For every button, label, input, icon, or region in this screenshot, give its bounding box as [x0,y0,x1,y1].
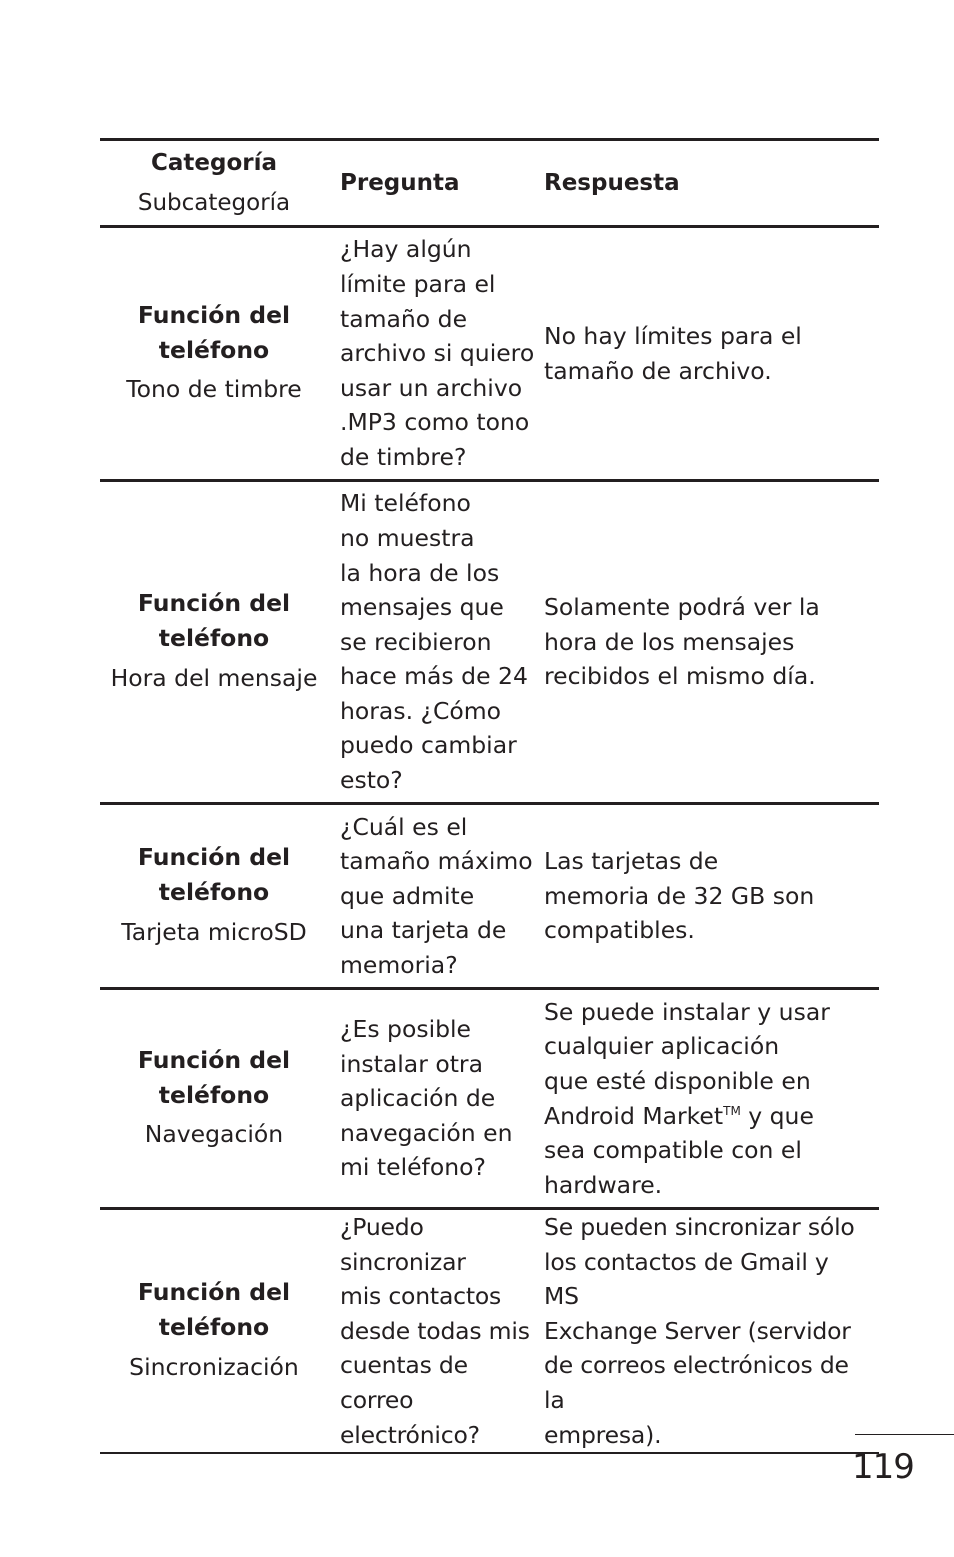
header-answer: Respuesta [544,140,879,227]
question-cell [328,227,544,481]
answer-text: Se pueden sincronizar sólo los contactos de Gmail y MS Exchange Server (servidor de correos electrónicos de la empresa). [544,1213,855,1449]
page-number-rule [855,1434,954,1435]
answer-text-part: Se puede instalar y usar cualquier aplicación que esté disponible en Android Market [544,997,830,1130]
faq-table [100,138,879,1454]
answer-cell [544,989,879,1209]
table-row [100,1209,879,1454]
category-label: Función del teléfono [137,1278,291,1342]
category-label: Función del teléfono [137,300,291,364]
question-text: ¿Hay algún límite para el tamaño de archivo si quiero usar un archivo .MP3 como tono de timbre? [340,235,535,471]
category-cell [100,227,328,481]
table-header-row [100,140,879,227]
answer-cell [544,1209,879,1454]
answer-cell [544,481,879,804]
category-cell [100,804,328,989]
answer-text-part: y que sea compatible con el hardware. [544,1101,814,1199]
answer-text: Solamente podrá ver la hora de los mensajes recibidos el mismo día. [544,593,820,691]
question-cell [328,804,544,989]
table-row [100,227,879,481]
answer-text [544,995,861,1203]
header-question: Pregunta [328,140,544,227]
table-row [100,481,879,804]
subcategory-label: Navegación [144,1120,284,1149]
question-text: ¿Cuál es el tamaño máximo que admite una tarjeta de memoria? [340,812,533,979]
trademark-mark: TM [723,1103,741,1118]
subcategory-label: Hora del mensaje [110,663,318,692]
answer-cell [544,227,879,481]
page-number: 119 [852,1447,914,1487]
answer-cell [544,804,879,989]
category-cell [100,1209,328,1454]
header-category-label: Categoría [150,150,277,176]
category-label: Función del teléfono [137,1045,291,1109]
question-text: ¿Puedo sincronizar mis contactos desde todas mis cuentas de correo electrónico? [340,1213,530,1449]
category-label: Función del teléfono [137,843,291,906]
question-text: Mi teléfono no muestra la hora de los mensajes que se recibieron hace más de 24 horas. ¿Cómo puedo cambiar esto? [340,489,528,795]
answer-text: No hay límites para el tamaño de archivo. [544,321,802,385]
header-category [100,140,328,227]
question-cell [328,1209,544,1454]
question-cell [328,989,544,1209]
table-row [100,804,879,989]
answer-text: Las tarjetas de memoria de 32 GB son compatibles. [544,847,815,945]
category-cell [100,989,328,1209]
category-cell [100,481,328,804]
table-row [100,989,879,1209]
question-cell [328,481,544,804]
category-label: Función del teléfono [137,589,291,652]
question-text: ¿Es posible instalar otra aplicación de navegación en mi teléfono? [340,1015,513,1182]
subcategory-label: Tono de timbre [126,375,302,404]
subcategory-label: Sincronización [129,1352,299,1381]
header-subcategory-label: Subcategoría [137,190,291,216]
subcategory-label: Tarjeta microSD [121,917,307,946]
